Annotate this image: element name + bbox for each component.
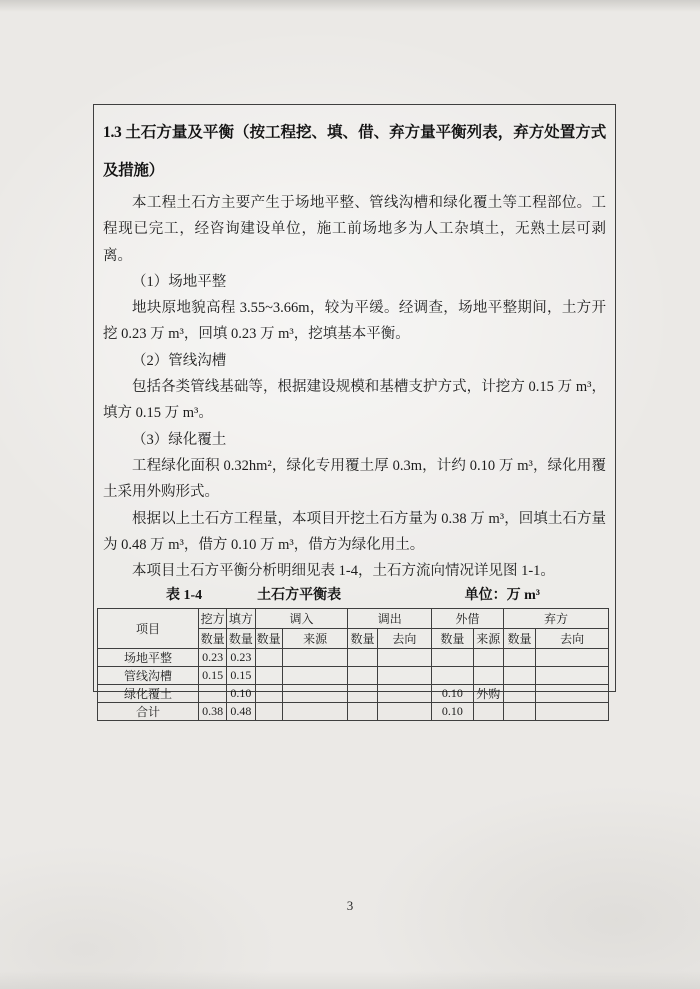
cell-value	[377, 703, 432, 721]
subheader-borrow-qty: 数量	[432, 629, 473, 649]
cell-value: 0.23	[198, 649, 226, 667]
cell-value	[255, 649, 282, 667]
cell-value	[255, 667, 282, 685]
cell-value: 0.10	[432, 703, 473, 721]
header-project: 项目	[98, 609, 199, 649]
cell-value	[282, 649, 348, 667]
header-group-spoil: 弃方	[503, 609, 608, 629]
cell-value: 0.10	[432, 685, 473, 703]
cell-value	[255, 685, 282, 703]
cell-value	[432, 667, 473, 685]
subheader-spoil-dest: 去向	[536, 629, 609, 649]
cell-project: 场地平整	[98, 649, 199, 667]
cell-value	[473, 649, 503, 667]
cell-value	[348, 703, 377, 721]
subheader-out-dest: 去向	[377, 629, 432, 649]
header-group-transfer-in: 调入	[255, 609, 348, 629]
earthwork-balance-table	[97, 608, 609, 721]
table-header-row-groups	[98, 609, 609, 629]
cell-value	[536, 649, 609, 667]
cell-value	[348, 667, 377, 685]
cell-value: 外购	[473, 685, 503, 703]
cell-value: 0.38	[198, 703, 226, 721]
page-number: 3	[346, 898, 354, 913]
subheader-spoil-qty: 数量	[503, 629, 535, 649]
cell-value	[473, 667, 503, 685]
header-group-excavation: 挖方	[198, 609, 226, 629]
table-row-greening-soil	[98, 685, 609, 703]
paragraph-pipeline-trench: 包括各类管线基础等，根据建设规模和基槽支护方式，计挖方 0.15 万 m³，填方 0.15 万 m³。	[103, 379, 606, 422]
table-caption-unit: 单位：万 m³	[464, 588, 540, 604]
cell-value	[348, 649, 377, 667]
cell-value	[377, 667, 432, 685]
subheader-fill-qty: 数量	[227, 629, 255, 649]
cell-value: 0.15	[198, 667, 226, 685]
subheading-greening-soil: （3）绿化覆土	[132, 431, 227, 448]
cell-value	[348, 685, 377, 703]
cell-value	[503, 667, 535, 685]
cell-value: 0.10	[227, 685, 255, 703]
cell-value	[282, 685, 348, 703]
subheader-out-qty: 数量	[348, 629, 377, 649]
cell-value	[503, 703, 535, 721]
paragraph-overview: 本工程土石方主要产生于场地平整、管线沟槽和绿化覆土等工程部位。工程现已完工，经咨询建设单位，施工前场地多为人工杂填土，无熟土层可剥离。	[103, 195, 606, 264]
section-title: 1.3 土石方量及平衡（按工程挖、填、借、弃方量平衡列表，弃方处置方式及措施）	[103, 124, 606, 179]
paragraph-totals: 根据以上土石方工程量，本项目开挖土石方量为 0.38 万 m³，回填土石方量为 0.48 万 m³，借方 0.10 万 m³，借方为绿化用土。	[103, 510, 606, 553]
cell-value	[536, 685, 609, 703]
paragraph-greening-soil: 工程绿化面积 0.32hm²，绿化专用覆土厚 0.3m，计约 0.10 万 m³，绿化用覆土采用外购形式。	[103, 457, 606, 501]
subheader-in-qty: 数量	[255, 629, 282, 649]
cell-value	[503, 649, 535, 667]
header-group-fill: 填方	[227, 609, 255, 629]
subheader-in-source: 来源	[282, 629, 348, 649]
cell-project: 合计	[98, 703, 199, 721]
paragraph-site-grading: 地块原地貌高程 3.55~3.66m，较为平缓。经调查，场地平整期间，土方开挖 0.23 万 m³，回填 0.23 万 m³，挖填基本平衡。	[103, 300, 606, 343]
cell-value	[255, 703, 282, 721]
header-group-borrow: 外借	[432, 609, 504, 629]
subheading-pipeline-trench: （2）管线沟槽	[132, 352, 227, 369]
table-row-site-grading	[98, 649, 609, 667]
report-content-frame	[93, 104, 616, 720]
cell-value	[282, 703, 348, 721]
table-caption-label: 表 1-4	[166, 588, 203, 604]
cell-value	[503, 685, 535, 703]
cell-value: 0.23	[227, 649, 255, 667]
cell-value	[377, 685, 432, 703]
cell-value	[473, 703, 503, 721]
cell-value: 0.15	[227, 667, 255, 685]
cell-value	[536, 667, 609, 685]
table-caption	[103, 584, 606, 608]
subheading-site-grading: （1）场地平整	[132, 273, 227, 290]
subheader-excavation-qty: 数量	[198, 629, 226, 649]
cell-value: 0.48	[227, 703, 255, 721]
table-caption-title: 土石方平衡表	[257, 588, 342, 604]
paragraph-table-reference: 本项目土石方平衡分析明细见表 1-4，土石方流向情况详见图 1-1。	[132, 563, 555, 580]
cell-value	[198, 685, 226, 703]
subheader-borrow-source: 来源	[473, 629, 503, 649]
cell-value	[282, 667, 348, 685]
cell-value	[432, 649, 473, 667]
cell-value	[536, 703, 609, 721]
cell-project: 管线沟槽	[98, 667, 199, 685]
header-group-transfer-out: 调出	[348, 609, 432, 629]
table-row-pipeline-trench	[98, 667, 609, 685]
table-row-total	[98, 703, 609, 721]
cell-project: 绿化覆土	[98, 685, 199, 703]
cell-value	[377, 649, 432, 667]
